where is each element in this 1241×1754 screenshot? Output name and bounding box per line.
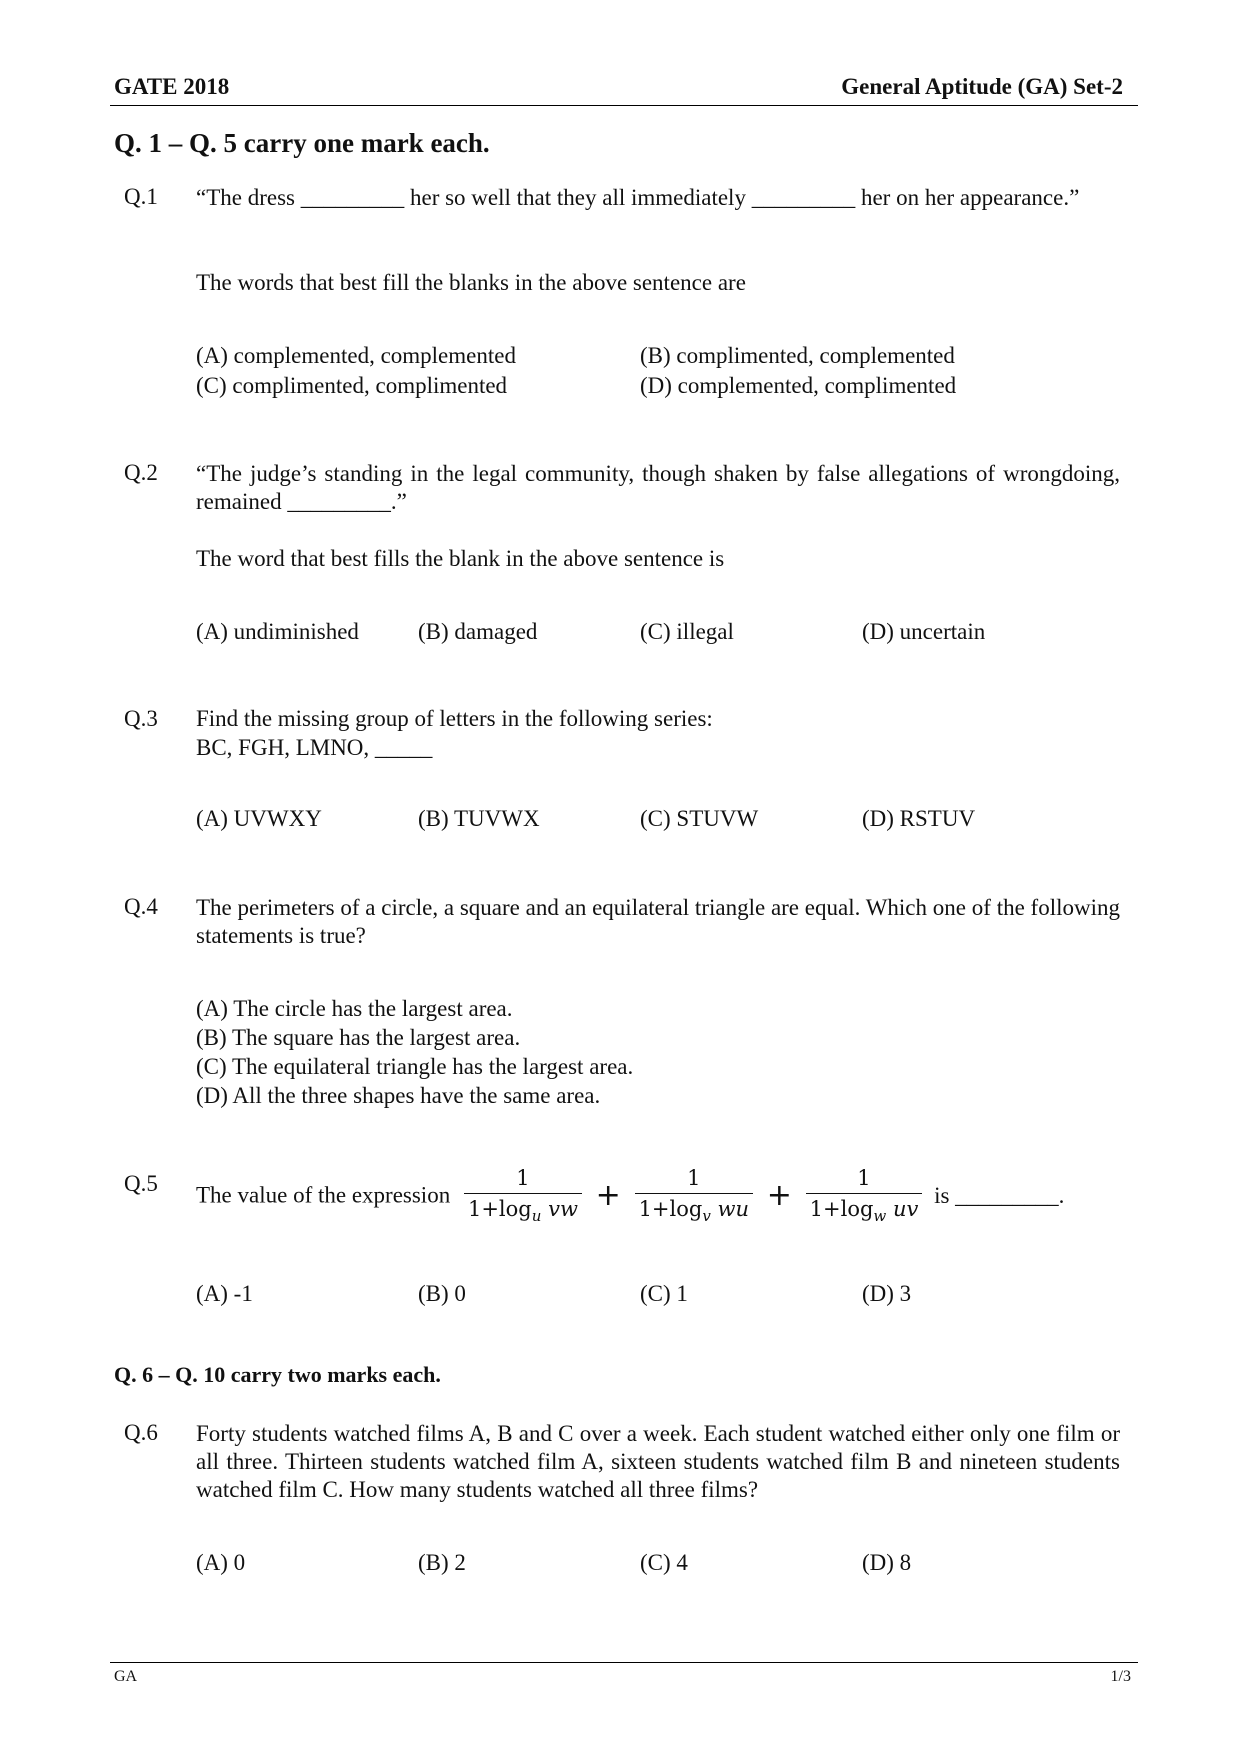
question-text: Find the missing group of letters in the following series:: [196, 706, 713, 731]
question-number: Q.5: [124, 1171, 158, 1196]
question-prompt: The word that best fills the blank in the above sentence is: [196, 546, 725, 571]
option-b: (B) The square has the largest area.: [196, 1025, 521, 1050]
question-number: Q.4: [124, 894, 158, 919]
letter-series: BC, FGH, LMNO, _____: [196, 735, 433, 760]
question-number: Q.2: [124, 460, 158, 485]
numerator: 1: [806, 1166, 923, 1194]
option-b: (B) 0: [418, 1281, 466, 1306]
option-c: (C) 4: [640, 1550, 688, 1575]
option-a: (A) The circle has the largest area.: [196, 996, 513, 1021]
option-d: (D) complemented, complimented: [640, 373, 957, 398]
exam-title: GATE 2018: [114, 74, 230, 99]
option-c: (C) The equilateral triangle has the largest area.: [196, 1054, 634, 1079]
option-b: (B) 2: [418, 1550, 466, 1575]
expression-line: [196, 1166, 1064, 1225]
option-b: (B) TUVWX: [418, 806, 540, 831]
option-d: (D) 3: [862, 1281, 912, 1306]
option-a: (A) undiminished: [196, 619, 359, 644]
option-b: (B) complimented, complemented: [640, 343, 955, 368]
option-d: (D) All the three shapes have the same area.: [196, 1083, 601, 1108]
option-c: (C) illegal: [640, 619, 734, 644]
option-a: (A) complemented, complemented: [196, 343, 516, 368]
footer-paper-code: GA: [114, 1668, 138, 1685]
expression-suffix: is _________.: [934, 1182, 1065, 1208]
option-c: (C) 1: [640, 1281, 688, 1306]
plus-sign: +: [595, 1178, 621, 1214]
option-d: (D) RSTUV: [862, 806, 976, 831]
question-number: Q.3: [124, 706, 158, 731]
option-d: (D) uncertain: [862, 619, 986, 644]
fraction-1: [464, 1166, 582, 1225]
option-b: (B) damaged: [418, 619, 538, 644]
option-c: (C) STUVW: [640, 806, 759, 831]
question-text: The perimeters of a circle, a square and an equilateral triangle are equal. Which one of the following statements is true?: [196, 895, 1120, 948]
denominator: $1+\log_w$ uv: [809, 1197, 919, 1226]
question-text: “The judge’s standing in the legal community, though shaken by false allegations of wrongdoing, remained _________.”: [196, 461, 1120, 514]
numerator: 1: [464, 1166, 582, 1194]
question-text: Forty students watched films A, B and C over a week. Each student watched either only one film or all three. Thirteen students watched film A, sixteen students watched film B and nineteen students watched film C. How many students watched all three films?: [196, 1421, 1120, 1502]
option-a: (A) UVWXY: [196, 806, 322, 831]
option-a: (A) -1: [196, 1281, 253, 1306]
question-text: “The dress _________ her so well that they all immediately _________ her on her appearance.”: [196, 185, 1080, 210]
numerator: 1: [635, 1166, 753, 1194]
fraction-2: [635, 1166, 753, 1225]
question-number: Q.1: [124, 184, 158, 209]
fraction-3: [806, 1166, 923, 1225]
question-number: Q.6: [124, 1420, 158, 1445]
option-a: (A) 0: [196, 1550, 246, 1575]
option-c: (C) complimented, complimented: [196, 373, 508, 398]
denominator: $1+\log_v$ wu: [638, 1197, 749, 1226]
page-number: 1/3: [1110, 1668, 1131, 1685]
denominator: $1+\log_u$ vw: [467, 1197, 578, 1226]
question-prompt: The words that best fill the blanks in the above sentence are: [196, 270, 746, 295]
plus-sign: +: [766, 1178, 792, 1214]
section-two-mark-heading: Q. 6 – Q. 10 carry two marks each.: [114, 1362, 441, 1387]
expression-prefix: The value of the expression: [196, 1182, 451, 1208]
section-one-mark-heading: Q. 1 – Q. 5 carry one mark each.: [114, 128, 490, 158]
option-d: (D) 8: [862, 1550, 912, 1575]
header-divider: [110, 105, 1138, 106]
paper-set-title: General Aptitude (GA) Set-2: [841, 74, 1123, 99]
footer-divider: [110, 1662, 1138, 1663]
